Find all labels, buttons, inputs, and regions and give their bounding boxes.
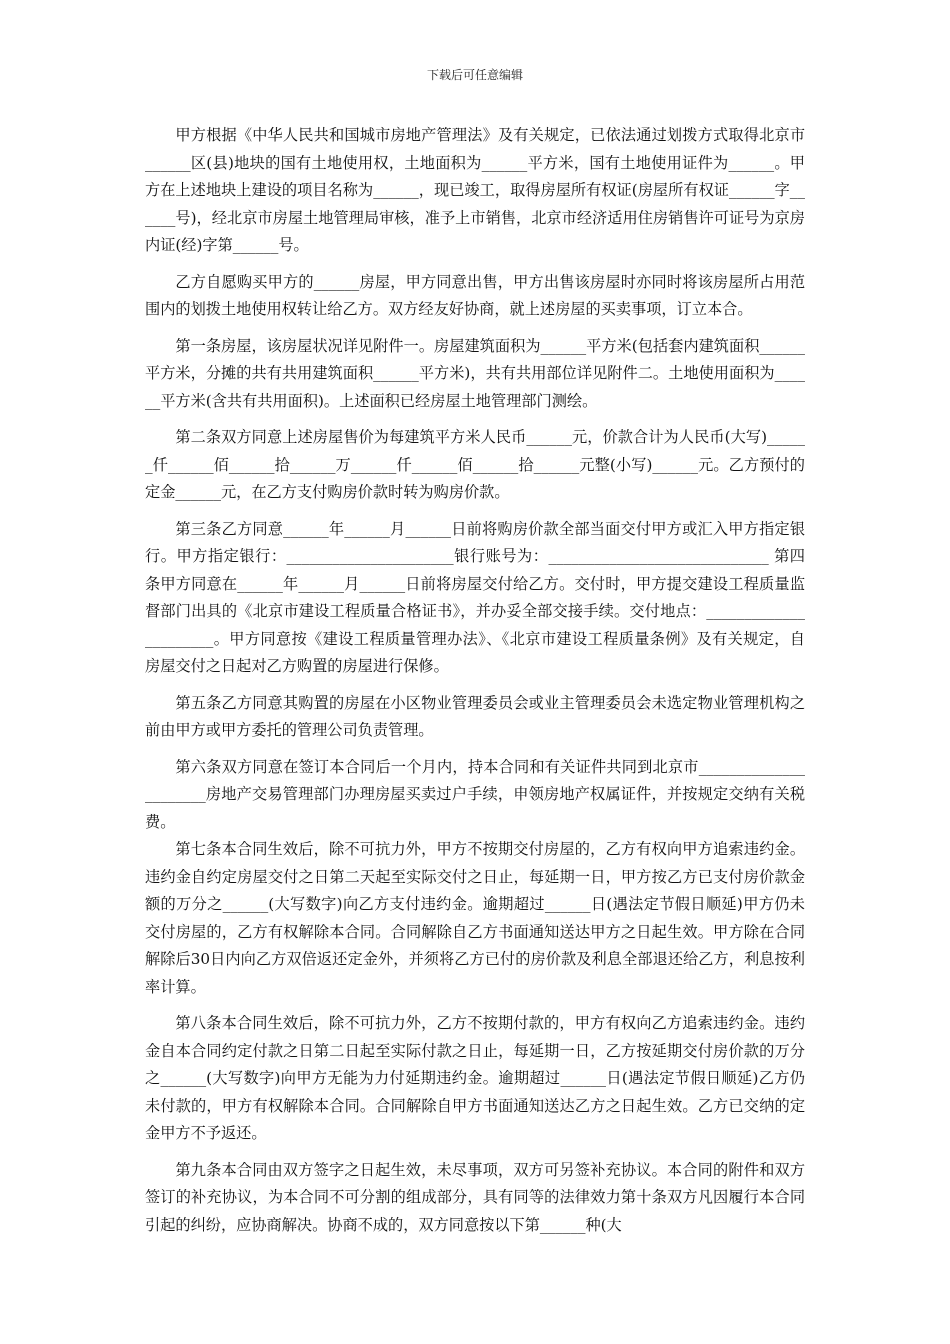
paragraph-preamble-1: 甲方根据《中华人民共和国城市房地产管理法》及有关规定，已依法通过划拨方式取得北京市______区(县)地块的国有土地使用权，土地面积为______平方米，国有土地使用证件为______。甲方在上述地块上建设的项目名称为______，现已竣工，取得房屋所有权证(房屋所有权证______字______号)，经北京市房屋土地管理局审核，准予上市销售，北京市经济适用住房销售许可证号为京房内证(经)字第______号。 [145, 126, 805, 254]
document-body [145, 122, 805, 1248]
paragraph-article-9-10: 第九条本合同由双方签字之日起生效，未尽事项，双方可另签补充协议。本合同的附件和双方签订的补充协议，为本合同不可分割的组成部分，具有同等的法律效力第十条双方凡因履行本合同引起的纠纷，应协商解决。协商不成的，双方同意按以下第______种(大 [145, 1160, 805, 1234]
page-header: 下载后可任意编辑 [426, 68, 523, 82]
paragraph-article-7: 第七条本合同生效后，除不可抗力外，甲方不按期交付房屋的，乙方有权向甲方追索违约金。违约金自约定房屋交付之日第二天起至实际交付之日止，每延期一日，甲方按乙方已支付房价款金额的万分之______(大写数字)向乙方支付违约金。逾期超过______日(遇法定节假日顺延)甲方仍未交付房屋的，乙方有权解除本合同。合同解除自乙方书面通知送达甲方之日起生效。甲方除在合同解除后30日内向乙方双倍返还定金外，并须将乙方已付的房价款及利息全部退还给乙方，利息按利率计算。 [145, 840, 805, 996]
paragraph-article-5: 第五条乙方同意其购置的房屋在小区物业管理委员会或业主管理委员会未选定物业管理机构之前由甲方或甲方委托的管理公司负责管理。 [145, 693, 805, 739]
paragraph-article-1: 第一条房屋，该房屋状况详见附件一。房屋建筑面积为______平方米(包括套内建筑面积______平方米，分摊的共有共用建筑面积______平方米)，共有共用部位详见附件二。土地使用面积为______平方米(含共有共用面积)。上述面积已经房屋土地管理部门测绘。 [145, 336, 805, 410]
paragraph-preamble-2: 乙方自愿购买甲方的______房屋，甲方同意出售，甲方出售该房屋时亦同时将该房屋所占用范围内的划拨土地使用权转让给乙方。双方经友好协商，就上述房屋的买卖事项，订立本合。 [145, 272, 805, 318]
paragraph-article-3-4: 第三条乙方同意______年______月______日前将购房价款全部当面交付甲方或汇入甲方指定银行。甲方指定银行：______________________银行账号为：_____________________________ 第四条甲方同意在______年______月______日前将房屋交付给乙方。交付时，甲方提交建设工程质量监督部门出具的《北京市建设工程质量合格证书》，并办妥全部交接手续。交付地点：______________________。甲方同意按《建设工程质量管理办法》、《北京市建设工程质量条例》及有关规定，自房屋交付之日起对乙方购置的房屋进行保修。 [145, 519, 805, 675]
paragraph-article-6: 第六条双方同意在签订本合同后一个月内，持本合同和有关证件共同到北京市______________________房地产交易管理部门办理房屋买卖过户手续，申领房地产权属证件，并按规定交纳有关税费。 [145, 757, 805, 831]
paragraph-article-8: 第八条本合同生效后，除不可抗力外，乙方不按期付款的，甲方有权向乙方追索违约金。违约金自本合同约定付款之日第二日起至实际付款之日止，每延期一日，乙方按延期交付房价款的万分之______(大写数字)向甲方无能为力付延期违约金。逾期超过______日(遇法定节假日顺延)乙方仍未付款的，甲方有权解除本合同。合同解除自甲方书面通知送达乙方之日起生效。乙方已交纳的定金甲方不予返还。 [145, 1014, 805, 1142]
paragraph-article-2: 第二条双方同意上述房屋售价为每建筑平方米人民币______元，价款合计为人民币(大写)______仟______佰______拾______万______仟______佰______拾______元整(小写)______元。乙方预付的定金______元，在乙方支付购房价款时转为购房价款。 [145, 428, 805, 501]
